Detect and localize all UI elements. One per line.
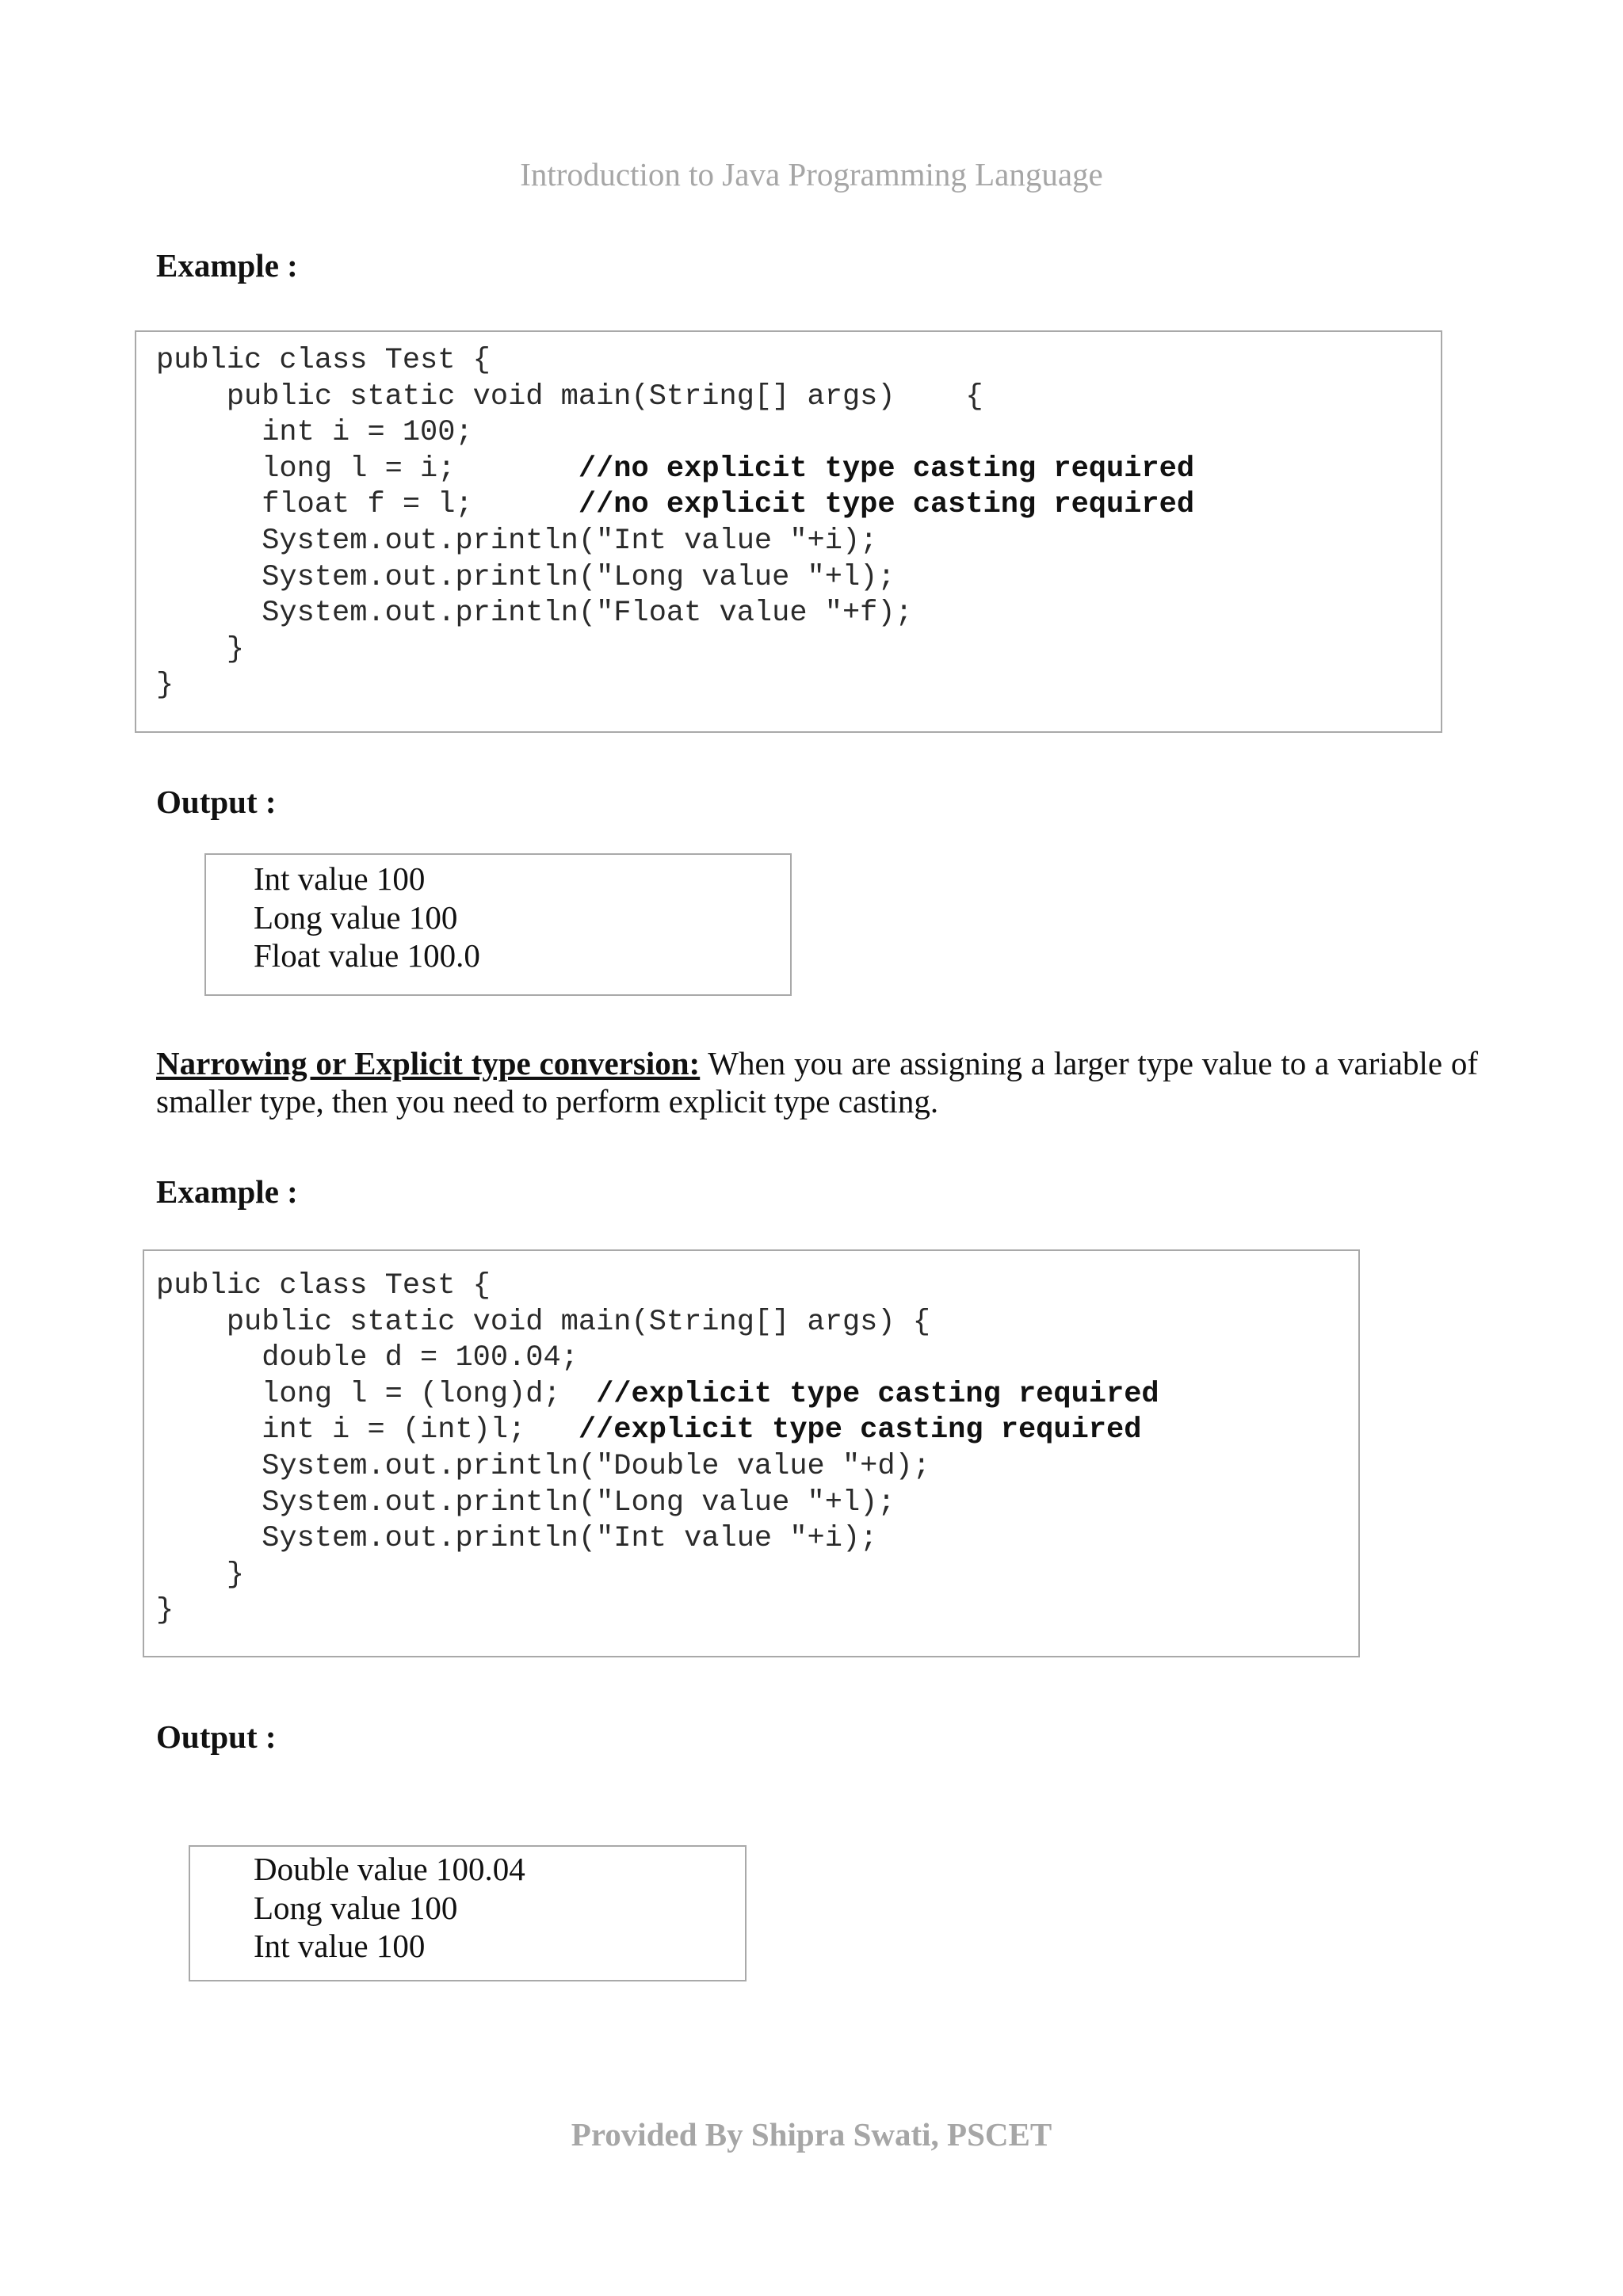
- output-line: Int value 100: [254, 1928, 426, 1964]
- code-block-2: [156, 1268, 1159, 1630]
- page-header: Introduction to Java Programming Language: [520, 156, 1103, 193]
- code-text: System.out.println("Int value "+i);: [156, 524, 878, 558]
- code-line: [156, 596, 1194, 632]
- code-text: }: [156, 669, 174, 703]
- code-line: [156, 1413, 1159, 1449]
- code-line: [156, 1486, 1159, 1522]
- code-text: long l = i;: [156, 452, 579, 486]
- code-text: System.out.println("Long value "+l);: [156, 560, 896, 594]
- code-line: [156, 1268, 1159, 1305]
- code-text: }: [156, 1558, 245, 1592]
- code-line: [156, 452, 1194, 488]
- code-line: [156, 524, 1194, 560]
- code-text: long l = (long)d;: [156, 1377, 597, 1411]
- code-text: }: [156, 632, 245, 666]
- code-text: int i = 100;: [156, 416, 473, 450]
- output-line: Int value 100: [254, 860, 426, 897]
- code-text: double d = 100.04;: [156, 1341, 579, 1375]
- code-line: [156, 1449, 1159, 1486]
- code-line: [156, 1521, 1159, 1558]
- code-line: [156, 668, 1194, 704]
- narrowing-text: When you are assigning a larger type value to a variable of smaller type, then you need to perform explicit type casting.: [156, 1045, 1478, 1119]
- code-line: [156, 379, 1194, 416]
- code-text: }: [156, 1594, 174, 1628]
- code-line: [156, 487, 1194, 524]
- code-line: [156, 1593, 1159, 1630]
- code-line: [156, 1377, 1159, 1413]
- narrowing-paragraph: [156, 1044, 1478, 1120]
- code-text: System.out.println("Float value "+f);: [156, 597, 913, 631]
- code-text: System.out.println("Double value "+d);: [156, 1449, 930, 1483]
- code-text: System.out.println("Long value "+l);: [156, 1486, 896, 1520]
- output-line: Long value 100: [254, 898, 458, 936]
- output-line: Long value 100: [254, 1889, 458, 1926]
- code-comment: //no explicit type casting required: [578, 488, 1195, 522]
- code-line: [156, 1305, 1159, 1341]
- code-text: public class Test {: [156, 344, 491, 377]
- code-text: float f = l;: [156, 488, 579, 522]
- code-line: [156, 560, 1194, 597]
- code-text: public static void main(String[] args) {: [156, 379, 983, 414]
- code-line: [156, 343, 1194, 379]
- code-line: [156, 1341, 1159, 1377]
- output-label-1: Output :: [156, 784, 277, 820]
- page-footer: Provided By Shipra Swati, PSCET: [571, 2116, 1052, 2153]
- output-block-2: [254, 1850, 525, 1966]
- code-text: public class Test {: [156, 1269, 491, 1302]
- code-comment: //explicit type casting required: [596, 1377, 1159, 1411]
- output-block-1: [254, 860, 480, 975]
- output-line: Float value 100.0: [254, 937, 480, 974]
- code-block-1: [156, 343, 1194, 704]
- output-label-2: Output :: [156, 1718, 277, 1755]
- example-label-2: Example :: [156, 1173, 298, 1210]
- narrowing-term: Narrowing or Explicit type conversion:: [156, 1045, 701, 1081]
- code-comment: //explicit type casting required: [578, 1413, 1142, 1447]
- output-line: Double value 100.04: [254, 1851, 525, 1887]
- code-line: [156, 1558, 1159, 1594]
- code-line: [156, 632, 1194, 669]
- code-text: public static void main(String[] args) {: [156, 1305, 930, 1339]
- code-text: int i = (int)l;: [156, 1413, 579, 1447]
- code-text: System.out.println("Int value "+i);: [156, 1522, 878, 1556]
- code-comment: //no explicit type casting required: [578, 452, 1195, 486]
- example-label-1: Example :: [156, 247, 298, 284]
- code-line: [156, 415, 1194, 452]
